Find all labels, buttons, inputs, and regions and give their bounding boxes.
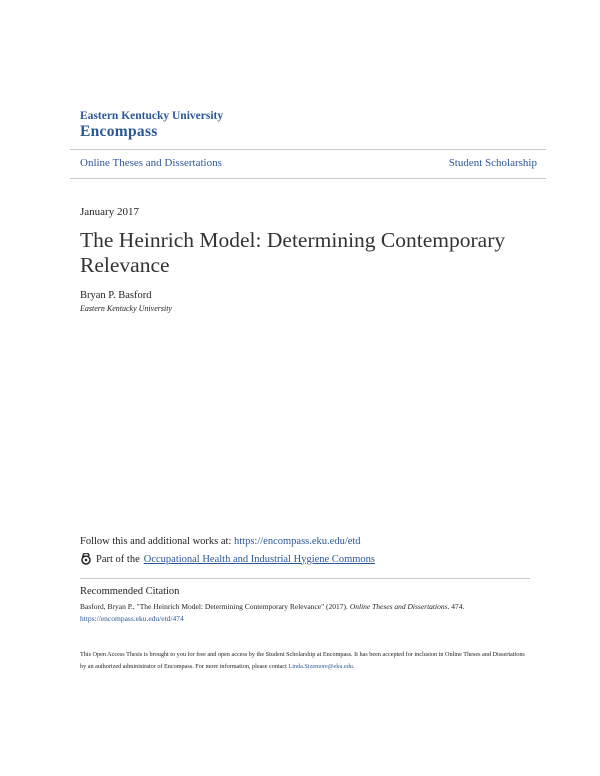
- header-bottom-divider: [70, 178, 546, 179]
- follow-prefix: Follow this and additional works at:: [80, 536, 232, 547]
- commons-link[interactable]: Occupational Health and Industrial Hygiene Commons: [143, 553, 375, 565]
- citation-divider: [80, 578, 530, 579]
- author-affiliation: Eastern Kentucky University: [80, 304, 172, 313]
- header-top-divider: [70, 149, 546, 150]
- student-scholarship-link[interactable]: Student Scholarship: [448, 157, 537, 169]
- citation-url-link[interactable]: https://encompass.eku.edu/etd/474: [80, 614, 184, 623]
- author-name: Bryan P. Basford: [80, 290, 152, 301]
- publication-date: January 2017: [80, 206, 139, 218]
- part-of-prefix: Part of the: [96, 553, 140, 565]
- citation-series: Online Theses and Dissertations: [349, 602, 448, 611]
- open-access-notice: [80, 649, 530, 673]
- notice-text: This Open Access Thesis is brought to you for free and open access by the Student Scholarship at Encompass. It has been accepted for inclusion in Online Theses and Dissertations by an authorized administrator of Encompass. For more information, please contact: [80, 651, 525, 670]
- follow-line: [80, 536, 361, 547]
- part-of-line: [80, 553, 375, 565]
- online-theses-link[interactable]: Online Theses and Dissertations: [80, 157, 222, 169]
- citation-text: [80, 601, 530, 625]
- contact-email-link[interactable]: Linda.Sizemore@eku.edu: [288, 663, 353, 670]
- citation-heading: Recommended Citation: [80, 586, 180, 597]
- citation-number: . 474.: [447, 602, 465, 611]
- institution-name: Eastern Kentucky University: [80, 110, 224, 122]
- notice-end: .: [352, 663, 355, 670]
- citation-main: Basford, Bryan P., "The Heinrich Model: Determining Contemporary Relevance" (2017).: [80, 602, 348, 611]
- document-title: The Heinrich Model: Determining Contemporary Relevance: [80, 228, 506, 277]
- follow-url-link[interactable]: https://encompass.eku.edu/etd: [234, 536, 361, 547]
- repository-link[interactable]: Encompass: [80, 123, 158, 140]
- open-access-icon: [80, 553, 92, 565]
